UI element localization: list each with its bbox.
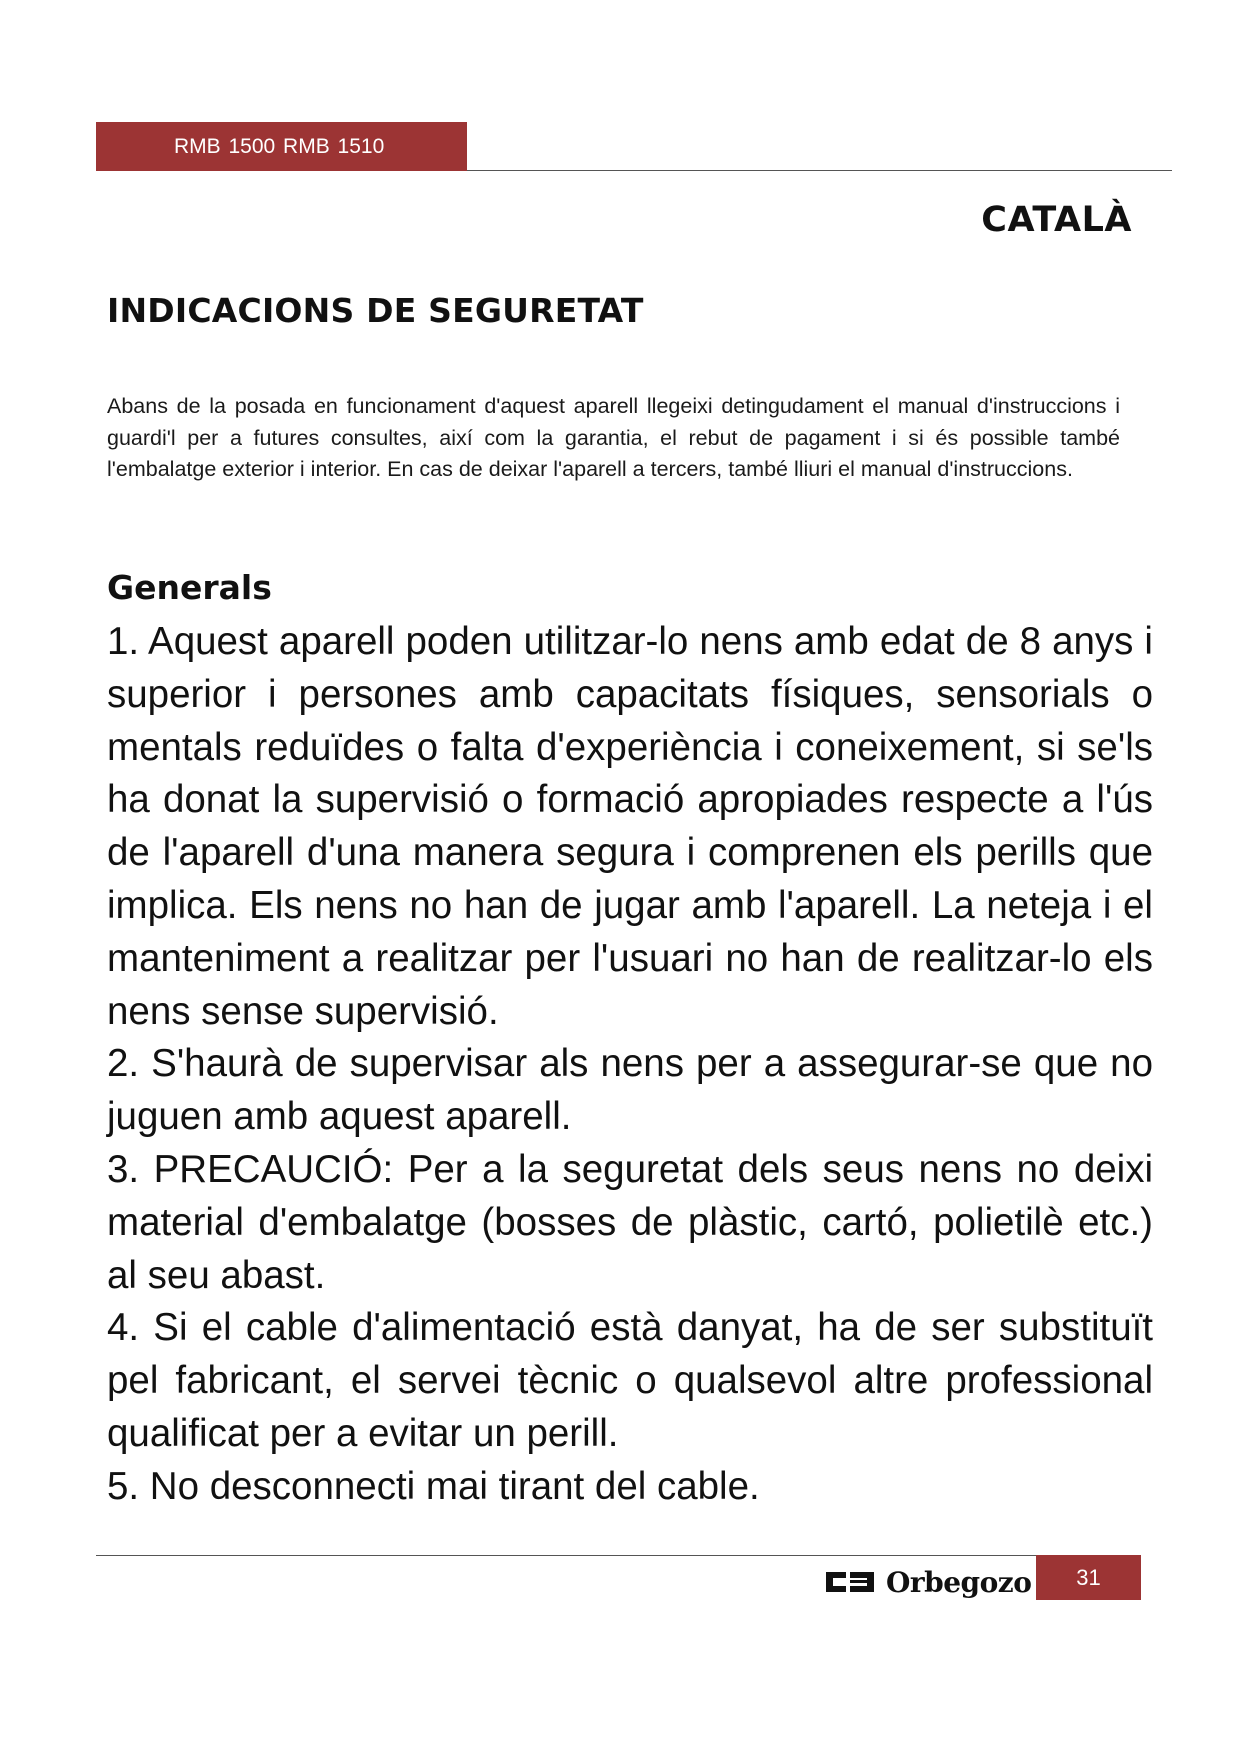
- safety-item-1: 1. Aquest aparell poden utilitzar-lo nens amb edat de 8 anys i superior i persones amb capacitats físiques, sensorials o mentals reduïdes o falta d'experiència i coneixement, si se'ls ha donat la supervisió o formació apropiades respecte a l'ús de l'aparell d'una manera segura i comprenen els perills que implica. Els nens no han de jugar amb l'aparell. La neteja i el manteniment a realitzar per l'usuari no han de realitzar-lo els nens sense supervisió.: [107, 620, 1153, 1033]
- language-title: CATALÀ: [981, 200, 1132, 240]
- section-title: INDICACIONS DE SEGURETAT: [107, 291, 644, 330]
- model-header-bar: [96, 122, 467, 171]
- model-label: RMB 1500 RMB 1510: [174, 135, 385, 158]
- safety-item-3: 3. PRECAUCIÓ: Per a la seguretat dels seus nens no deixi material d'embalatge (bosses de plàstic, cartó, polietilè etc.) al seu abast.: [107, 1147, 1153, 1297]
- footer-divider: [96, 1555, 1047, 1556]
- safety-item-5: 5. No desconnecti mai tirant del cable.: [107, 1464, 760, 1508]
- brand-name: Orbegozo: [886, 1565, 1032, 1599]
- header-divider: [467, 170, 1172, 171]
- intro-paragraph: Abans de la posada en funcionament d'aquest aparell llegeixi detingudament el manual d'instruccions i guardi'l per a futures consultes, així com la garantia, el rebut de pagament i si és possible també l'embalatge exterior i interior. En cas de deixar l'aparell a tercers, també lliuri el manual d'instruccions.: [107, 394, 1120, 481]
- brand-logo: [826, 1560, 1034, 1604]
- safety-item-2: 2. S'haurà de supervisar als nens per a assegurar-se que no juguen amb aquest aparell.: [107, 1042, 1153, 1139]
- subheading-generals: Generals: [107, 568, 272, 607]
- page-number: 31: [1036, 1555, 1141, 1600]
- safety-item-4: 4. Si el cable d'alimentació està danyat, ha de ser substituït pel fabricant, el servei tècnic o qualsevol altre professional qualificat per a evitar un perill.: [107, 1306, 1153, 1455]
- orbegozo-logo-icon: [826, 1569, 874, 1595]
- safety-instructions-list: [107, 616, 1153, 1514]
